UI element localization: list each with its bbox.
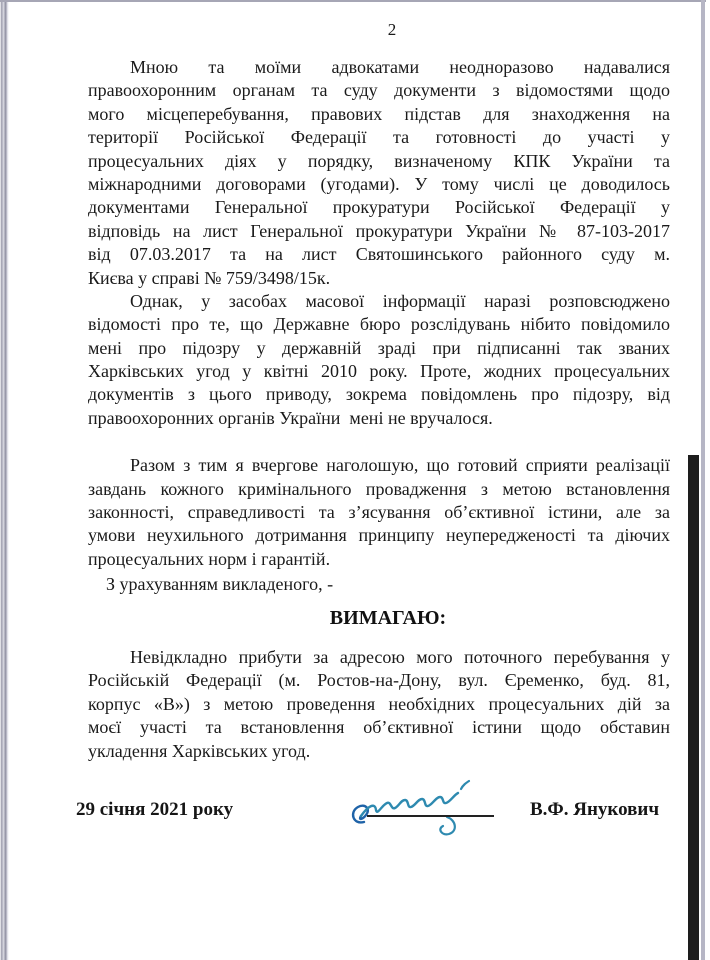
page-number: 2 [387,20,397,39]
signature-tick-stroke [461,781,469,789]
text-line: мені про підозру у державній зраді при підписанні так званих [88,337,670,358]
text-line: умови неухильного дотримання принципу неупередженості та діючих [88,525,670,546]
closing-note: З урахуванням викладеного, - [106,574,334,595]
paragraph-cooperation [88,454,670,571]
text-line: мого місцеперебування, правових підстав для знаходження на [88,103,670,124]
text-line: Російській Федерації (м. Ростов-на-Дону, вул. Єременко, буд. 81, [88,670,670,691]
text-line: правоохоронним органам та суду документи з відомостями щодо [88,80,670,101]
text-line: території Російської Федерації та готовності до участі у [88,127,670,148]
text-line: Мною та моїми адвокатами неодноразово надавалися [130,57,670,77]
signature-flourish-stroke [353,806,368,823]
signature-main-stroke [361,793,458,816]
signature-line [367,815,494,817]
text-line: Однак, у засобах масової інформації наразі розповсюджено [130,290,670,311]
paragraph-demand [88,646,670,763]
text-line: документів з цього приводу, зокрема повідомлень про підозру, від [88,384,670,405]
text-line: законності, справедливості та з’ясування об’єктивної істини, але за [88,502,670,523]
demand-heading: ВИМАГАЮ: [329,606,447,629]
text-line: моєї участі та встановлення об’єктивної істини щодо обставин [88,717,670,738]
paragraph-whereabouts [88,56,670,290]
text-line: Разом з тим я вчергове наголошую, що готовий сприяти реалізації [130,455,670,476]
text-line: правоохоронних органів України мені не вручалося. [88,407,493,428]
text-line: процесуальних норм і гарантій. [88,548,331,569]
text-line: відповідь на лист Генеральної прокуратури України № 87-103-2017 [88,220,670,241]
text-line: міжнародними договорами (угодами). У тому числі це доводилось [88,173,670,194]
text-line: корпус «В») з метою проведення необхідних процесуальних дій за [88,693,670,714]
signatory-name: В.Ф. Янукович [530,799,660,820]
text-line: від 07.03.2017 та на лист Святошинського районного суду м. [88,244,670,265]
signature-date: 29 січня 2021 року [76,799,234,820]
page-top-edge [0,0,706,2]
signature-descender-stroke [440,817,455,834]
text-line: відомості про те, що Державне бюро розслідувань нібито повідомило [88,314,670,335]
text-line: документами Генеральної прокуратури Російської Федерації у [88,197,670,218]
document-body [88,56,670,763]
text-line: Невідкладно прибути за адресою мого поточного перебування у [130,646,670,667]
handwritten-signature-icon [348,778,498,840]
text-line: Києва у справі № 759/3498/15к. [88,267,331,288]
page-left-edge-shadow [0,0,9,960]
text-line: укладення Харківських угод. [88,740,311,761]
page-right-edge [701,0,705,960]
scrollbar-thumb[interactable] [688,455,699,960]
paragraph-media-reports [88,290,670,430]
text-line: Харківських угод у квітні 2010 року. Проте, жодних процесуальних [88,361,670,382]
text-line: процесуальних діях у порядку, визначеному КПК України та [88,150,670,171]
text-line: завдань кожного кримінального провадження з метою встановлення [88,478,670,499]
